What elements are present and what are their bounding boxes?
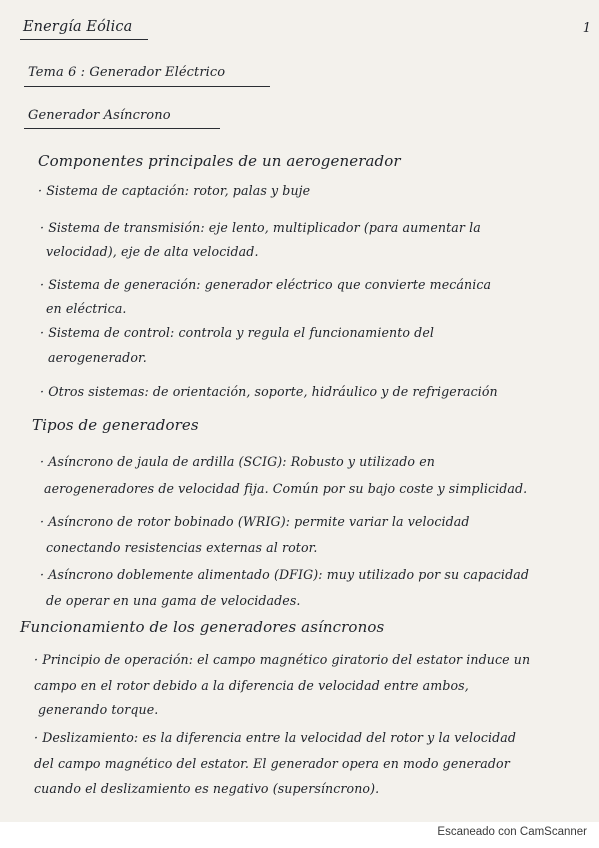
types-line: de operar en una gama de velocidades. <box>46 593 301 608</box>
types-line: · Asíncrono de jaula de ardilla (SCIG): Robusto y utilizado en <box>40 454 435 469</box>
operation-heading: Funcionamiento de los generadores asíncronos <box>20 618 385 636</box>
operation-line: cuando el deslizamiento es negativo (supersíncrono). <box>34 781 380 796</box>
components-line: · Sistema de transmisión: eje lento, multiplicador (para aumentar la <box>40 220 481 235</box>
scanner-footer <box>0 822 599 848</box>
topic-title: Tema 6 : Generador Eléctrico <box>28 65 226 80</box>
components-line: velocidad), eje de alta velocidad. <box>46 244 259 259</box>
components-heading: Componentes principales de un aerogenerador <box>38 152 401 170</box>
operation-line: del campo magnético del estator. El generador opera en modo generador <box>34 756 510 771</box>
section-underline <box>24 128 220 129</box>
types-line: aerogeneradores de velocidad fija. Común por su bajo coste y simplicidad. <box>44 481 528 496</box>
page-title: Energía Eólica <box>23 19 133 35</box>
types-line: conectando resistencias externas al rotor. <box>46 540 318 555</box>
components-line: · Otros sistemas: de orientación, soporte, hidráulico y de refrigeración <box>40 384 498 399</box>
components-line: · Sistema de captación: rotor, palas y buje <box>38 183 311 198</box>
scanner-watermark: Escaneado con CamScanner <box>437 826 587 838</box>
components-line: · Sistema de generación: generador eléctrico que convierte mecánica <box>40 277 492 292</box>
section-title: Generador Asíncrono <box>28 108 171 123</box>
types-line: · Asíncrono doblemente alimentado (DFIG): muy utilizado por su capacidad <box>40 567 529 582</box>
title-underline <box>20 39 148 40</box>
operation-line: generando torque. <box>38 702 159 717</box>
operation-line: campo en el rotor debido a la diferencia de velocidad entre ambos, <box>34 678 469 693</box>
topic-underline <box>24 86 270 87</box>
types-line: · Asíncrono de rotor bobinado (WRIG): permite variar la velocidad <box>40 514 470 529</box>
components-line: en eléctrica. <box>46 301 127 316</box>
page-number: 1 <box>582 21 591 36</box>
components-line: aerogenerador. <box>48 350 147 365</box>
operation-line: · Principio de operación: el campo magnético giratorio del estator induce un <box>34 652 531 667</box>
types-heading: Tipos de generadores <box>32 416 199 434</box>
components-line: · Sistema de control: controla y regula el funcionamiento del <box>40 325 435 340</box>
operation-line: · Deslizamiento: es la diferencia entre la velocidad del rotor y la velocidad <box>34 730 517 745</box>
